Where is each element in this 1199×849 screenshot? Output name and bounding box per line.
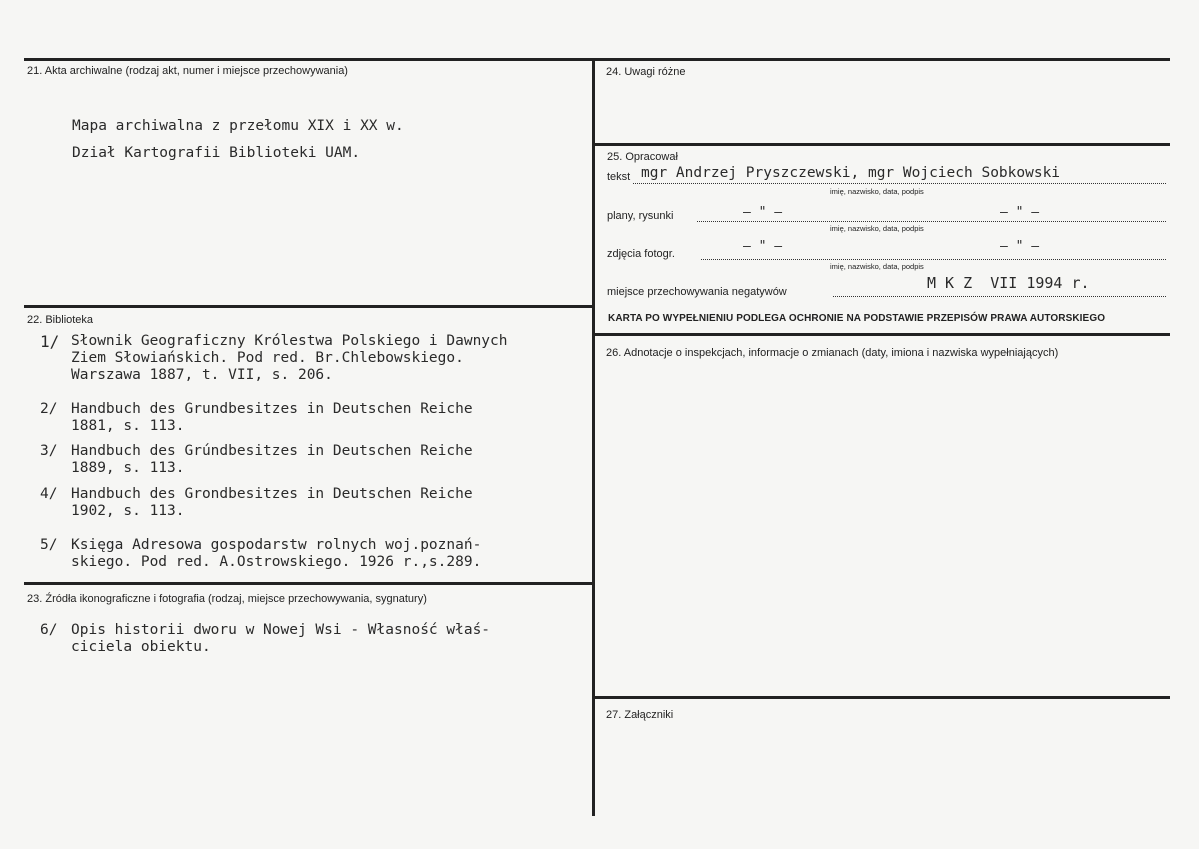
s22-label: 22. Biblioteka <box>27 314 94 326</box>
s25-bottom-line <box>594 333 1170 336</box>
s25-miejsce-dotted-line <box>833 296 1166 297</box>
s25-tekst-caption: imię, nazwisko, data, podpis <box>830 187 924 196</box>
s26-label: 26. Adnotacje o inspekcjach, informacje o zmianach (daty, imiona i nazwiska wypełniających) <box>606 347 1059 359</box>
s25-plany-label: plany, rysunki <box>607 210 674 222</box>
top-border-line <box>24 58 1170 61</box>
s25-zdjecia-ditto-2: – " – <box>1000 239 1040 254</box>
s25-zdjecia-label: zdjęcia fotogr. <box>607 248 675 260</box>
bib-item-4-num: 4/ <box>40 486 58 502</box>
bib-item-2-num: 2/ <box>40 401 58 417</box>
s25-plany-caption: imię, nazwisko, data, podpis <box>830 224 924 233</box>
s25-miejsce-label: miejsce przechowywania negatywów <box>607 286 787 298</box>
copyright-notice: KARTA PO WYPEŁNIENIU PODLEGA OCHRONIE NA PODSTAWIE PRZEPISÓW PRAWA AUTORSKIEGO <box>608 313 1106 324</box>
center-divider <box>592 58 595 816</box>
bib-item-5-line-1: Księga Adresowa gospodarstw rolnych woj.poznań- <box>71 537 482 553</box>
s24-bottom-line <box>594 143 1170 146</box>
bib-item-1-line-1: Słownik Geograficzny Królestwa Polskiego i Dawnych <box>71 333 508 349</box>
s21-label: 21. Akta archiwalne (rodzaj akt, numer i miejsce przechowywania) <box>27 65 348 77</box>
s23-line-1: Opis historii dworu w Nowej Wsi - Własność właś- <box>71 622 491 638</box>
bib-item-1-line-3: Warszawa 1887, t. VII, s. 206. <box>71 367 333 383</box>
s26-bottom-line <box>594 696 1170 699</box>
bib-item-2-line-2: 1881, s. 113. <box>71 418 185 434</box>
s25-tekst-dotted-line <box>633 183 1166 184</box>
s22-bottom-line <box>24 582 594 585</box>
bib-item-4-line-2: 1902, s. 113. <box>71 503 185 519</box>
s21-line-1: Mapa archiwalna z przełomu XIX i XX w. <box>72 118 404 134</box>
bib-item-1-num: 1/ <box>40 332 60 351</box>
bib-item-4-line-1: Handbuch des Grondbesitzes in Deutschen Reiche <box>71 486 473 502</box>
s25-zdjecia-caption: imię, nazwisko, data, podpis <box>830 262 924 271</box>
s23-label: 23. Źródła ikonograficzne i fotografia (rodzaj, miejsce przechowywania, sygnatury) <box>27 593 427 605</box>
s23-line-2: ciciela obiektu. <box>71 639 211 655</box>
bib-item-3-line-2: 1889, s. 113. <box>71 460 185 476</box>
s25-plany-ditto-1: – " – <box>743 205 783 220</box>
bib-item-1-line-2: Ziem Słowiańskich. Pod red. Br.Chlebowskiego. <box>71 350 464 366</box>
s25-miejsce-value: M K Z VII 1994 r. <box>927 274 1090 292</box>
bib-item-3-line-1: Handbuch des Grúndbesitzes in Deutschen Reiche <box>71 443 473 459</box>
bib-item-5-line-2: skiego. Pod red. A.Ostrowskiego. 1926 r.,s.289. <box>71 554 482 570</box>
s24-label: 24. Uwagi różne <box>606 66 686 78</box>
bib-item-3-num: 3/ <box>40 443 58 459</box>
s25-zdjecia-dotted-line <box>701 259 1166 260</box>
s21-line-2: Dział Kartografii Biblioteki UAM. <box>72 145 361 161</box>
bib-item-5-num: 5/ <box>40 537 58 553</box>
s27-label: 27. Załączniki <box>606 709 674 721</box>
s25-plany-dotted-line <box>697 221 1166 222</box>
s21-bottom-line <box>24 305 594 308</box>
s25-zdjecia-ditto-1: – " – <box>743 239 783 254</box>
s25-label: 25. Opracował <box>607 151 678 163</box>
s25-tekst-value: mgr Andrzej Pryszczewski, mgr Wojciech Sobkowski <box>641 165 1061 181</box>
s25-plany-ditto-2: – " – <box>1000 205 1040 220</box>
bib-item-2-line-1: Handbuch des Grundbesitzes in Deutschen Reiche <box>71 401 473 417</box>
s23-num: 6/ <box>40 622 58 638</box>
s25-tekst-label: tekst <box>607 171 631 183</box>
